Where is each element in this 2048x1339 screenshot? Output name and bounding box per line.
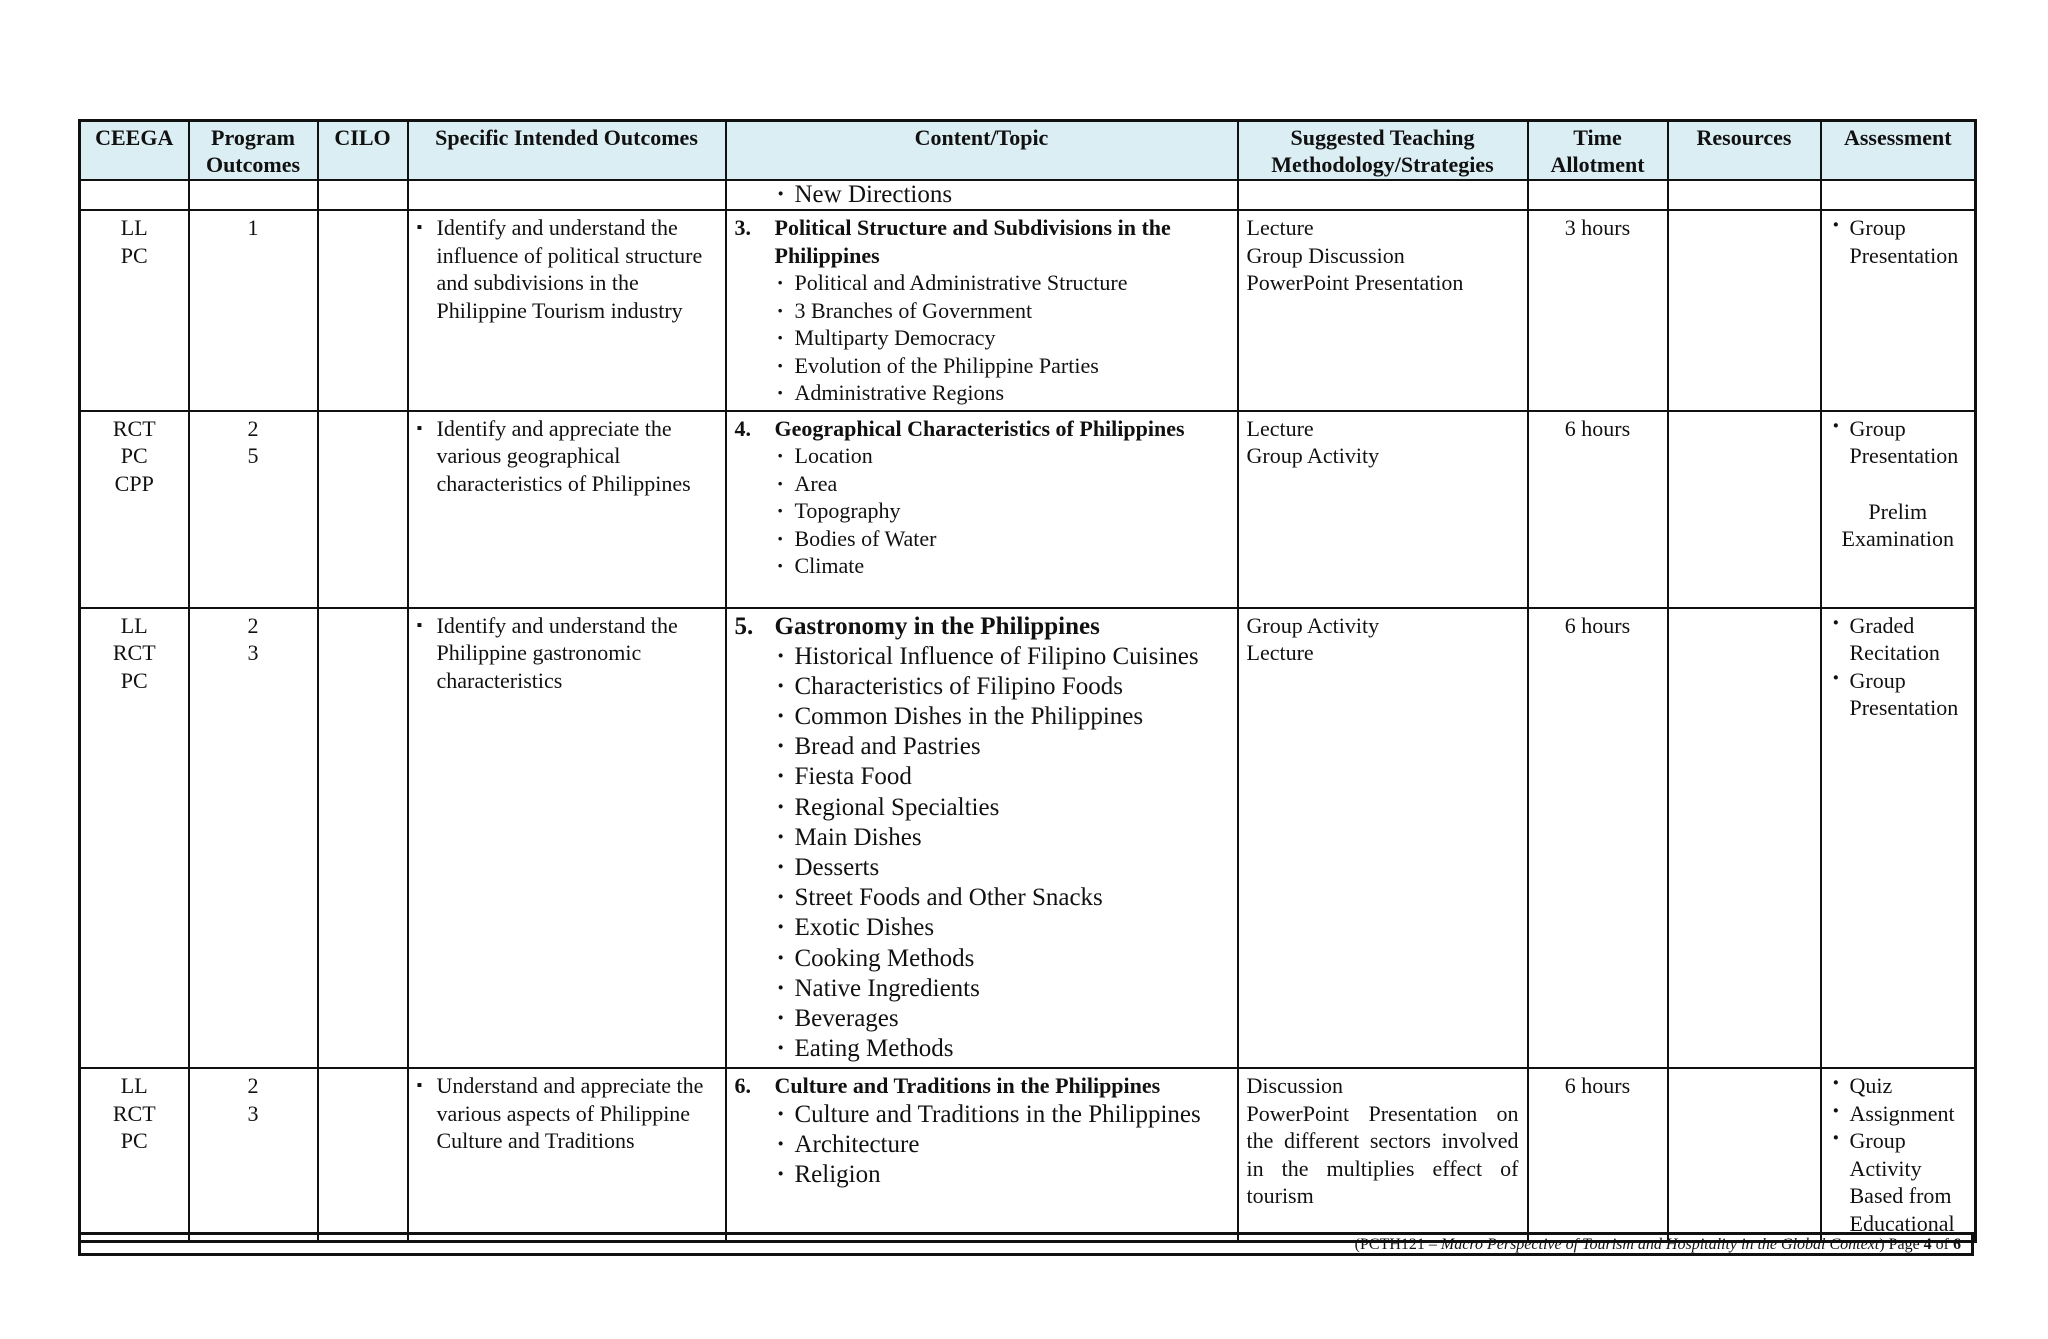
subtopic-item: · Topography: [775, 497, 1229, 525]
header-cilo: CILO: [318, 121, 408, 181]
program-outcomes-cell: 1: [189, 210, 318, 411]
continuation-row: [80, 180, 1976, 210]
subtopic-item: · Common Dishes in the Philippines: [775, 702, 1229, 732]
methodology-cell: Group Activity Lecture: [1238, 608, 1528, 1069]
header-assessment: Assessment: [1821, 121, 1976, 181]
header-row: [80, 121, 1976, 181]
subtopic-item: · Street Foods and Other Snacks: [775, 883, 1229, 913]
outcome-cell: ▪ Identify and appreciate the various geographical characteristics of Philippines: [408, 411, 726, 608]
subtopic-item: · Desserts: [775, 853, 1229, 883]
subtopic-item: · Native Ingredients: [775, 974, 1229, 1004]
subtopic-item: · Political and Administrative Structure: [775, 269, 1229, 297]
subtopic-item: · Evolution of the Philippine Parties: [775, 352, 1229, 380]
ceega-cell: LL RCT PC: [80, 608, 189, 1069]
outcome-cell: ▪ Identify and understand the Philippine gastronomic characteristics: [408, 608, 726, 1069]
page-total: 6: [1953, 1236, 1961, 1253]
topic-title: Culture and Traditions in the Philippines: [774, 1073, 1161, 1099]
subtopic-item: · New Directions: [775, 181, 1229, 209]
header-program-outcomes: Program Outcomes: [189, 121, 318, 181]
topic-cell: 6. Culture and Traditions in the Philippines · Culture and Traditions in the Philippines · Architecture · Religion: [726, 1068, 1238, 1242]
header-ceega: CEEGA: [80, 121, 189, 181]
subtopic-item: · Administrative Regions: [775, 379, 1229, 407]
program-outcomes-cell: 2 3: [189, 608, 318, 1069]
subtopic-item: · Architecture: [775, 1130, 1229, 1160]
header-resources: Resources: [1668, 121, 1821, 181]
subtopic-item: · Bread and Pastries: [775, 732, 1229, 762]
subtopic-item: · Area: [775, 470, 1229, 498]
topic-title: Gastronomy in the Philippines: [774, 612, 1100, 640]
table-row: [80, 210, 1976, 411]
syllabus-page: [78, 119, 1974, 1243]
methodology-description: PowerPoint Presentation on the different sectors involved in the multiplies effect of tourism: [1246, 1100, 1519, 1209]
outcome-cell: ▪ Identify and understand the influence of political structure and subdivisions in the Philippine Tourism industry: [408, 210, 726, 411]
cilo-cell: [318, 608, 408, 1069]
assessment-cell: · Quiz · Assignment · Group Activity Based from Educational: [1821, 1068, 1976, 1242]
subtopic-item: · Fiesta Food: [775, 762, 1229, 792]
ceega-cell: LL RCT PC: [80, 1068, 189, 1242]
subtopic-item: · Beverages: [775, 1004, 1229, 1034]
course-title: Macro Perspective of Tourism and Hospitality in the Global Context: [1440, 1236, 1880, 1253]
header-specific-outcomes: Specific Intended Outcomes: [408, 121, 726, 181]
ceega-cell: LL PC: [80, 210, 189, 411]
topic-title: Political Structure and Subdivisions in the Philippines: [774, 215, 1171, 268]
footer-text: (PCTH121 – Macro Perspective of Tourism and Hospitality in the Global Context) Page 4 of 6: [1354, 1236, 1961, 1253]
program-outcomes-cell: 2 3: [189, 1068, 318, 1242]
resources-cell: [1668, 608, 1821, 1069]
subtopic-item: · Exotic Dishes: [775, 913, 1229, 943]
subtopic-item: · Eating Methods: [775, 1034, 1229, 1064]
assessment-cell: · Group Presentation Prelim Examination: [1821, 411, 1976, 608]
resources-cell: [1668, 1068, 1821, 1242]
resources-cell: [1668, 210, 1821, 411]
header-content-topic: Content/Topic: [726, 121, 1238, 181]
subtopic-item: · Culture and Traditions in the Philippines: [775, 1100, 1229, 1130]
topic-cell: 3. Political Structure and Subdivisions in the Philippines · Political and Administrative Structure · 3 Branches of Government · Multiparty Democracy · Evolution of the Philippine Parties · Administrative Regions: [726, 210, 1238, 411]
table-row: [80, 608, 1976, 1069]
time-cell: 3 hours: [1528, 210, 1668, 411]
header-teaching-methodology: Suggested Teaching Methodology/Strategies: [1238, 121, 1528, 181]
outcome-cell: ▪ Understand and appreciate the various aspects of Philippine Culture and Traditions: [408, 1068, 726, 1242]
subtopic-item: · Characteristics of Filipino Foods: [775, 672, 1229, 702]
cilo-cell: [318, 210, 408, 411]
resources-cell: [1668, 411, 1821, 608]
subtopic-item: · Multiparty Democracy: [775, 324, 1229, 352]
cilo-cell: [318, 411, 408, 608]
methodology-cell: Lecture Group Activity: [1238, 411, 1528, 608]
syllabus-table: [78, 119, 1977, 1243]
page-footer: [78, 1232, 1974, 1256]
ceega-cell: RCT PC CPP: [80, 411, 189, 608]
topic-cell: 4. Geographical Characteristics of Philippines · Location · Area · Topography · Bodies of Water · Climate: [726, 411, 1238, 608]
program-outcomes-cell: 2 5: [189, 411, 318, 608]
subtopic-item: · Location: [775, 442, 1229, 470]
methodology-cell: Discussion PowerPoint Presentation on the different sectors involved in the multiplies effect of tourism: [1238, 1068, 1528, 1242]
subtopic-item: · 3 Branches of Government: [775, 297, 1229, 325]
time-cell: 6 hours: [1528, 608, 1668, 1069]
time-cell: 6 hours: [1528, 411, 1668, 608]
subtopic-item: · Cooking Methods: [775, 944, 1229, 974]
table-row: [80, 1068, 1976, 1242]
topic-title: Geographical Characteristics of Philippines: [774, 415, 1185, 441]
subtopic-item: · Climate: [775, 552, 1229, 580]
prelim-examination: Prelim Examination: [1841, 498, 1954, 551]
assessment-cell: · Group Presentation: [1821, 210, 1976, 411]
time-cell: 6 hours: [1528, 1068, 1668, 1242]
cilo-cell: [318, 1068, 408, 1242]
page-number: 4: [1923, 1236, 1932, 1253]
subtopic-item: · Regional Specialties: [775, 793, 1229, 823]
table-row: [80, 411, 1976, 608]
assessment-cell: · Graded Recitation · Group Presentation: [1821, 608, 1976, 1069]
header-time-allotment: Time Allotment: [1528, 121, 1668, 181]
subtopic-item: · Historical Influence of Filipino Cuisines: [775, 642, 1229, 672]
subtopic-item: · Bodies of Water: [775, 525, 1229, 553]
methodology-cell: Lecture Group Discussion PowerPoint Presentation: [1238, 210, 1528, 411]
topic-cell: 5. Gastronomy in the Philippines · Historical Influence of Filipino Cuisines · Characteristics of Filipino Foods · Common Dishes in the Philippines · Bread and Pastries · Fiesta Food · Regional Specialties · Main Dishes · Desserts · Street Foods and Other Snacks · Exotic Dishes · Cooking Methods · Native Ingredients · Beverages · Eating Methods: [726, 608, 1238, 1069]
subtopic-item: · Main Dishes: [775, 823, 1229, 853]
subtopic-item: · Religion: [775, 1160, 1229, 1190]
